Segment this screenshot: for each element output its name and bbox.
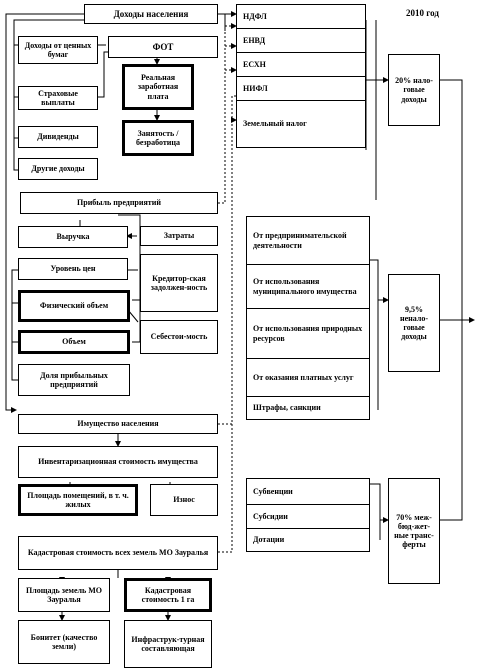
tax-item: НИФЛ [237,77,365,101]
tax-item: ЕНВД [237,29,365,53]
nontax-item: Штрафы, санкции [253,403,321,413]
infrastructure-box: Инфраструк-турная составляющая [124,620,212,668]
transfers-total-box: 70% меж-бюд-жет-ные транс-ферты [388,478,440,584]
proceeds-box: Выручка [18,226,128,248]
employment-box: Занятость / безработица [122,120,194,156]
cost-price-box: Себестои-мость [140,320,218,354]
nontax-item: От использования муниципального имущества [247,265,369,309]
cadastral-box: Кадастровая стоимость всех земель МО Зауралья [18,536,218,570]
nontax-item: От оказания платных услуг [247,359,369,397]
nontax-item: От использования природных ресурсов [247,309,369,359]
fot-box: ФОТ [108,36,218,58]
transfer-item: Субвенции [247,479,369,505]
year-label: 2010 год [406,8,439,18]
bonitet-box: Бонитет (качество земли) [18,620,110,664]
inventory-value-box: Инвентаризационная стоимость имущества [18,446,218,478]
physical-volume-box: Физический объем [18,290,130,322]
nontax-group-box [246,216,370,420]
price-level-box: Уровень цен [18,258,128,280]
tax-item: НДФЛ [237,5,365,29]
dividends-box: Дивиденды [18,126,98,148]
insurance-box: Страховые выплаты [18,86,98,110]
volume-box: Объем [18,330,130,354]
area-box: Площадь помещений, в т. ч. жилых [18,484,138,516]
cadastral-1ha-box: Кадастровая стоимость 1 га [124,578,212,612]
land-area-box: Площадь земель МО Зауралья [18,578,110,612]
costs-box: Затраты [140,226,218,246]
tax-total-box: 20% нало-говые доходы [388,54,440,126]
profitable-share-box: Доля прибыльных предприятий [18,364,130,396]
transfers-group-box [246,478,370,552]
transfer-item: Дотации [253,535,285,545]
other-income-box: Другие доходы [18,158,98,180]
payables-box: Кредитор-ская задолжен-ность [140,254,218,312]
real-wage-box: Реальная заработная плата [122,64,194,110]
property-box: Имущество населения [18,414,218,434]
profit-box: Прибыль предприятий [20,192,218,214]
tax-item: ЕСХН [237,53,365,77]
transfer-item: Субсидии [247,505,369,529]
nontax-item: От предпринимательской деятельности [247,217,369,265]
nontax-total-box: 9,5% ненало-говые доходы [388,274,440,372]
tax-group-box [236,4,366,148]
income-box: Доходы населения [84,4,218,24]
securities-box: Доходы от ценных бумаг [18,36,98,64]
tax-item: Земельный налог [243,119,307,129]
wear-box: Износ [150,484,218,516]
